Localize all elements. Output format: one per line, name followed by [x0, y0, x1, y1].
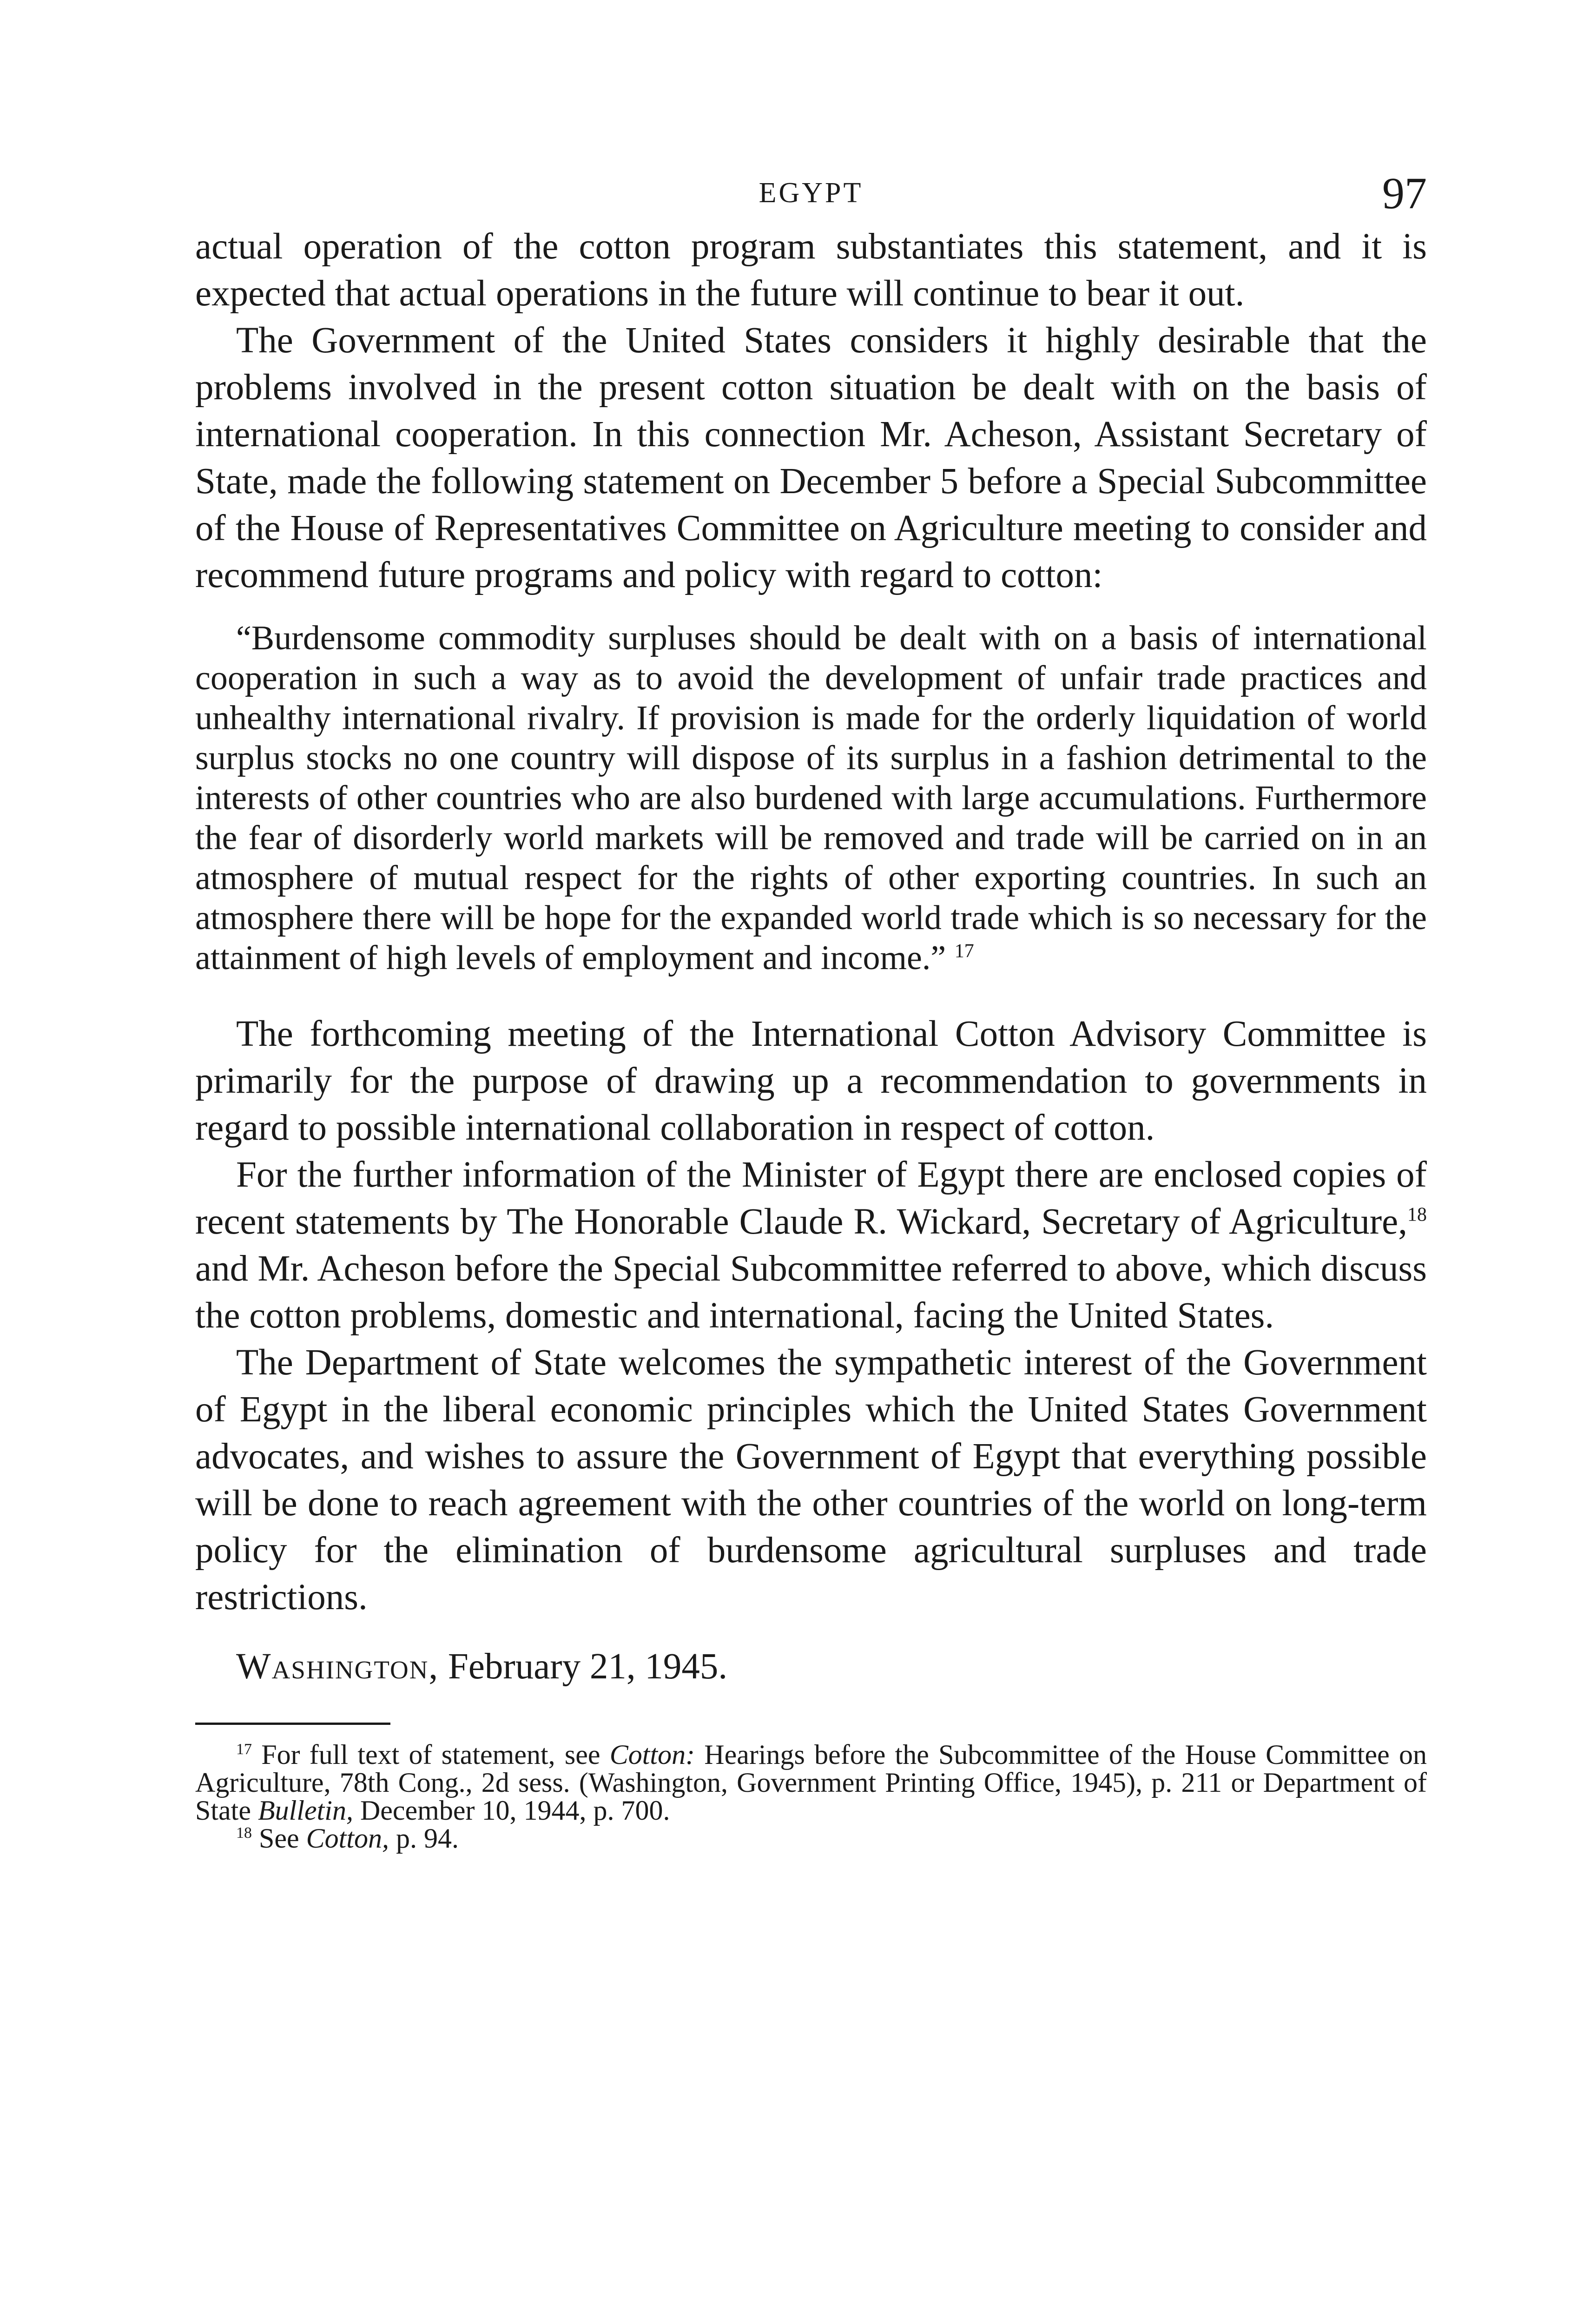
footnote-18-number: 18	[236, 1824, 252, 1842]
page-header	[195, 167, 1427, 223]
paragraph-international-cooperation: The Government of the United States considers it highly desirable that the problems involved in the present cotton situation be dealt with on the basis of international cooperation. In this connection Mr. Acheson, Assistant Secretary of State, made the following statement on December 5 before a Special Subcommittee of the House of Representatives Committee on Agriculture meeting to consider and recommend future programs and policy with regard to cotton:	[195, 320, 1427, 595]
footnote-17-text-b: Hearings before the Subcommittee of the House Committee on Agriculture, 78th Cong., 2d sess. (Washington, Government Printing Office, 1945), p. 211 or Department of State	[195, 1739, 1427, 1826]
dateline-place: Washington,	[236, 1646, 439, 1687]
paragraph-text-part-1: For the further information of the Minister of Egypt there are enclosed copies of recent statements by The Honorable Claude R. Wickard, Secretary of Agriculture,	[195, 1155, 1427, 1242]
dateline-date: February 21, 1945.	[439, 1646, 728, 1687]
block-quote-acheson	[195, 618, 1427, 978]
paragraph-continuation: actual operation of the cotton program substantiates this statement, and it is expected that actual operations in the future will continue to bear it out.	[195, 226, 1427, 314]
footnote-18-text-b: p. 94.	[389, 1823, 459, 1854]
footnote-17-number: 17	[236, 1741, 252, 1758]
footnote-17	[195, 1741, 1427, 1824]
footnote-ref-18: 18	[1407, 1204, 1427, 1226]
paragraph-enclosed-statements	[195, 1151, 1427, 1339]
footnote-18-text-a: See	[252, 1823, 306, 1854]
footnote-17-text-c: December 10, 1944, p. 700.	[353, 1795, 670, 1826]
footnote-17-title: Cotton:	[609, 1739, 695, 1770]
document-page	[195, 167, 1427, 1852]
footnote-separator	[195, 1723, 390, 1725]
footnote-17-bulletin: Bulletin,	[257, 1795, 353, 1826]
paragraph-department-welcomes: The Department of State welcomes the sympathetic interest of the Government of Egypt in the liberal economic principles which the United States Government advocates, and wishes to assure the Government of Egypt that everything possible will be done to reach agreement with the other countries of the world on long-term policy for the elimination of burdensome agricultural surpluses and trade restrictions.	[195, 1342, 1427, 1618]
paragraph-advisory-committee: The forthcoming meeting of the International Cotton Advisory Committee is primarily for the purpose of drawing up a recommendation to governments in regard to possible international collaboration in respect of cotton.	[195, 1014, 1427, 1148]
page-number: 97	[1382, 168, 1427, 218]
footnote-17-text-a: For full text of statement, see	[252, 1739, 610, 1770]
quote-text: “Burdensome commodity surpluses should be dealt with on a basis of international cooperation in such a way as to avoid the development of unfair trade practices and unhealthy international rivalry. If provision is made for the orderly liquidation of world surplus stocks no one country will dispose of its surplus in a fashion detrimental to the interests of other countries who are also burdened with large accumulations. Furthermore the fear of disorderly world markets will be removed and trade will be carried on in an atmosphere of mutual respect for the rights of other exporting countries. In such an atmosphere there will be hope for the expanded world trade which is so necessary for the attainment of high levels of employment and income.”	[195, 619, 1427, 977]
paragraph-text-part-2: and Mr. Acheson before the Special Subcommittee referred to above, which discuss the cotton problems, domestic and international, facing the United States.	[195, 1248, 1427, 1336]
footnote-18	[195, 1824, 1427, 1852]
running-head: EGYPT	[759, 177, 864, 209]
footnote-ref-17: 17	[954, 940, 974, 962]
footnote-18-title: Cotton,	[306, 1823, 389, 1854]
dateline	[195, 1643, 1427, 1690]
